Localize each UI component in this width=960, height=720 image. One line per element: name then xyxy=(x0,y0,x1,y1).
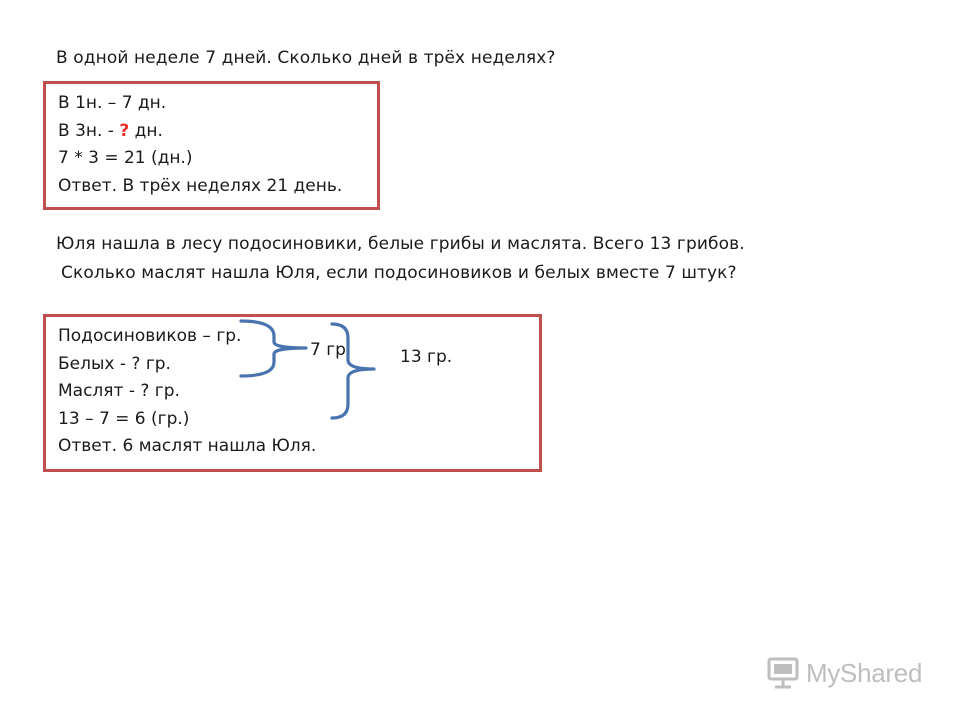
watermark-text: MyShared xyxy=(806,657,923,688)
task1-answer: Ответ. В трёх неделях 21 день. xyxy=(58,175,343,196)
task1-solution-box xyxy=(43,81,380,210)
small-curly-brace xyxy=(236,316,320,380)
task2-line-1: Подосиновиков – гр. xyxy=(58,326,242,346)
task2-answer: Ответ. 6 маслят нашла Юля. xyxy=(58,436,317,456)
task1-question: В одной неделе 7 дней. Сколько дней в трёх неделях? xyxy=(56,48,556,68)
label-13-gr: 13 гр. xyxy=(400,347,453,367)
task1-line-2-prefix: В 3н. - xyxy=(58,120,120,141)
task1-line-2-suffix: дн. xyxy=(129,120,163,141)
task2-line-2: Белых - ? гр. xyxy=(58,353,171,374)
task1-line-3: 7 * 3 = 21 (дн.) xyxy=(58,148,193,168)
task1-line-2 xyxy=(58,118,377,146)
question-mark: ? xyxy=(119,120,130,141)
label-7-gr: 7 гр xyxy=(310,340,346,360)
large-curly-brace xyxy=(328,320,382,422)
myshared-logo xyxy=(766,656,922,690)
presentation-icon xyxy=(766,656,800,690)
task2-line-3: Маслят - ? гр. xyxy=(58,381,180,401)
task2-question-line-1: Юля нашла в лесу подосиновики, белые грибы и маслята. Всего 13 грибов. xyxy=(56,234,745,254)
task2-line-4: 13 – 7 = 6 (гр.) xyxy=(58,408,190,429)
task2-question-line-2: Сколько маслят нашла Юля, если подосиновиков и белых вместе 7 штук? xyxy=(61,263,737,283)
task1-line-1: В 1н. – 7 дн. xyxy=(58,93,167,113)
